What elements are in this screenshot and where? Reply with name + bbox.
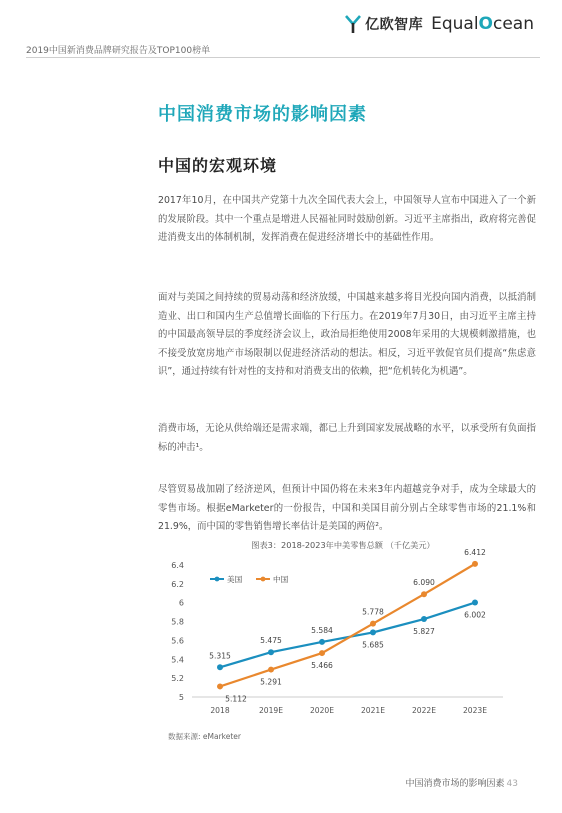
data-label-cn: 5.778 xyxy=(362,607,384,617)
footer-text: 中国消费市场的影响因素 xyxy=(405,779,505,789)
data-label-us: 5.315 xyxy=(209,651,231,661)
logo-cn-text: 亿欧智库 xyxy=(365,17,424,33)
retail-sales-chart xyxy=(158,537,528,727)
paragraph-3: 消费市场，无论从供给端还是需求端，都已上升到国家发展战略的水平，以承受所有负面指标的冲击¹。 xyxy=(158,423,536,453)
data-point-0-4 xyxy=(421,616,427,622)
x-tick-label: 2020E xyxy=(309,706,335,715)
legend-marker-0 xyxy=(215,577,220,582)
legend-label-0: 美国 xyxy=(227,575,243,584)
paragraph-1: 2017年10月，在中国共产党第十九次全国代表大会上，中国领导人宣布中国进入了一个新的发展阶段。其中一个重点是增进人民福祉同时鼓励创新。习近平主席指出，政府将完善促进消费支出的体制机制，发挥消费在促进经济增长中的基础性作用。 xyxy=(158,195,536,243)
page-number: 43 xyxy=(506,779,518,789)
data-label-us: 5.584 xyxy=(311,625,333,635)
chart-title: 图表3：2018-2023年中美零售总额 （千亿美元） xyxy=(251,540,435,550)
header-divider xyxy=(26,57,540,58)
y-tick-label: 6.2 xyxy=(171,579,184,589)
data-point-0-0 xyxy=(217,664,223,670)
y-tick-label: 6 xyxy=(178,598,184,608)
logo-en-text: EqualOcean xyxy=(431,14,534,34)
paragraph-4: 尽管贸易战加剧了经济逆风，但预计中国仍将在未来3年内超越竞争对手，成为全球最大的零售市场。根据eMarketer的一份报告，中国和美国目前分别占全球零售市场的21.1%和21.9%，而中国的零售销售增长率估计是美国的两倍²。 xyxy=(158,484,536,532)
data-point-0-5 xyxy=(472,600,478,606)
page-footer xyxy=(406,776,518,789)
yiou-logo-icon xyxy=(345,14,361,34)
data-label-cn: 5.466 xyxy=(311,661,333,671)
data-point-1-2 xyxy=(319,650,325,656)
y-tick-label: 5.2 xyxy=(171,674,184,684)
data-point-0-2 xyxy=(319,639,325,645)
x-tick-label: 2023E xyxy=(462,706,488,715)
data-label-cn: 5.291 xyxy=(260,677,282,687)
legend-label-1: 中国 xyxy=(273,575,289,584)
logo xyxy=(345,14,534,34)
y-tick-label: 6.4 xyxy=(171,561,184,570)
data-point-1-1 xyxy=(268,667,274,673)
legend-marker-1 xyxy=(261,577,266,582)
data-point-1-0 xyxy=(217,683,223,689)
paragraph-2: 面对与美国之间持续的贸易动荡和经济放缓，中国越来越多将目光投向国内消费，以抵消制造业、出口和国内生产总值增长面临的下行压力。在2019年7月30日，由习近平主席主持的中国最高领导层的季度经济会议上，政治局拒绝使用2008年采用的大规模刺激措施，也不接受放宽房地产市场限制以促进经济活动的想法。相反，习近平敦促官员们提高“焦虑意识”，通过持续有针对性的支持和对消费支出的依赖，把“危机转化为机遇”。 xyxy=(158,292,536,377)
section-title: 中国消费市场的影响因素 xyxy=(158,104,367,125)
data-label-us: 5.685 xyxy=(362,640,384,650)
data-point-1-5 xyxy=(472,561,478,567)
chart-svg xyxy=(158,537,528,727)
data-point-1-3 xyxy=(370,621,376,627)
y-tick-label: 5.8 xyxy=(171,617,184,627)
data-label-cn: 6.412 xyxy=(464,547,486,557)
x-tick-label: 2019E xyxy=(258,706,284,715)
y-tick-label: 5 xyxy=(178,693,184,702)
series-line-0 xyxy=(220,603,475,671)
y-tick-label: 5.6 xyxy=(171,636,184,646)
x-tick-label: 2021E xyxy=(360,706,386,715)
data-label-us: 5.827 xyxy=(413,627,435,637)
report-title: 2019中国新消费品牌研究报告及TOP100榜单 xyxy=(26,46,211,56)
sub-title: 中国的宏观环境 xyxy=(158,156,278,175)
series-line-1 xyxy=(220,564,475,687)
data-point-0-3 xyxy=(370,629,376,635)
data-source: 数据来源: eMarketer xyxy=(168,732,242,741)
data-point-1-4 xyxy=(421,591,427,597)
data-label-cn: 5.112 xyxy=(225,694,247,704)
data-label-cn: 6.090 xyxy=(413,578,435,588)
x-tick-label: 2018 xyxy=(210,706,230,715)
data-label-us: 5.475 xyxy=(260,636,282,646)
y-tick-label: 5.4 xyxy=(171,655,184,665)
data-label-us: 6.002 xyxy=(464,610,486,620)
data-point-0-1 xyxy=(268,649,274,655)
x-tick-label: 2022E xyxy=(411,706,437,715)
